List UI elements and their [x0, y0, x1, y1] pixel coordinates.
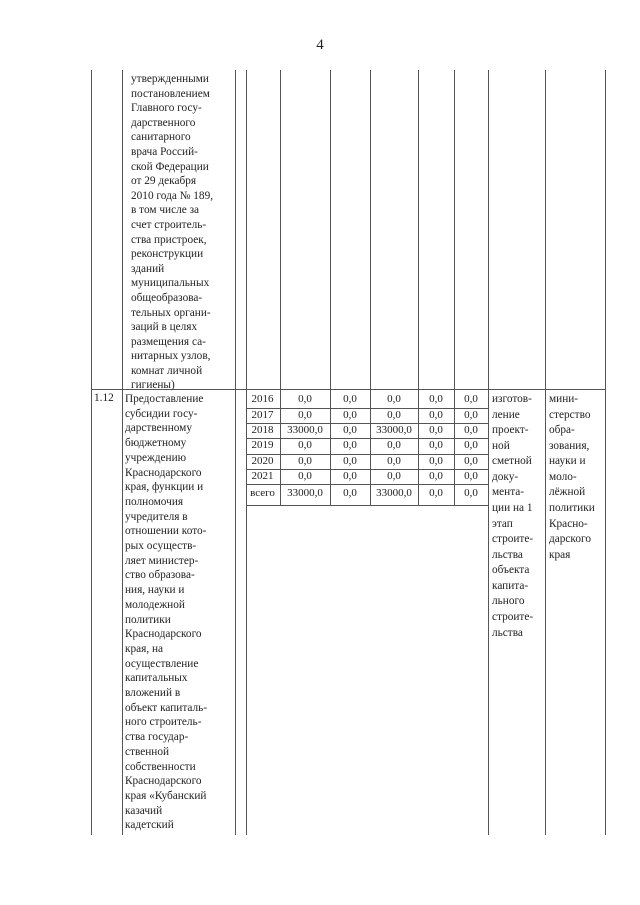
description-line: гигиены) — [131, 379, 175, 391]
description-line: дарственному — [125, 422, 192, 435]
description-line: ства пристроек, — [131, 233, 207, 246]
value-cell: 0,0 — [429, 470, 443, 482]
value-cell: 0,0 — [464, 393, 478, 405]
description-line: Краснодарского — [125, 466, 202, 479]
description-line: ственной — [125, 745, 170, 758]
value-cell: 0,0 — [343, 470, 357, 482]
description-line: субсидии госу- — [125, 407, 198, 420]
description-line: ляет министер- — [125, 554, 199, 567]
description-line: дарственного — [131, 116, 196, 129]
description-line: зданий — [131, 262, 165, 275]
description-line: размещения са- — [131, 335, 206, 348]
description-line: комнат личной — [131, 365, 203, 377]
value-cell: 0,0 — [298, 439, 312, 451]
result-line: капита- — [492, 580, 529, 592]
description-line: врача Россий- — [131, 146, 198, 158]
executor-line: лёжной — [549, 486, 586, 498]
value-cell: 0,0 — [343, 487, 357, 499]
result-line: ление — [492, 409, 520, 421]
year-cell: 2020 — [251, 455, 274, 467]
description-line: Краснодарского — [125, 628, 202, 641]
description-line: осуществление — [125, 657, 199, 670]
value-cell: 0,0 — [429, 424, 443, 436]
description-line: края, функции и — [125, 481, 204, 494]
value-cell: 33000,0 — [376, 487, 412, 499]
year-cell: всего — [250, 487, 275, 499]
description-line: счет строитель- — [131, 219, 207, 231]
result-line: мента- — [492, 486, 525, 498]
description-line: муниципальных — [131, 277, 210, 290]
description-line: объект капиталь- — [125, 701, 208, 714]
executor-line: зования, — [549, 440, 590, 452]
item-number: 1.12 — [94, 392, 114, 404]
result-line: строите- — [492, 533, 534, 545]
result-line: изготов- — [492, 393, 532, 405]
value-cell: 0,0 — [464, 487, 478, 499]
description-line: утвержденными — [131, 73, 209, 85]
description-line: Краснодарского — [125, 775, 202, 788]
executor-line: края — [549, 549, 571, 561]
description-line: Главного госу- — [131, 102, 202, 115]
value-cell: 0,0 — [387, 439, 401, 451]
value-cell: 0,0 — [298, 455, 312, 467]
value-cell: 0,0 — [429, 439, 443, 451]
result-line: строите- — [492, 611, 534, 623]
executor-line: Красно- — [549, 518, 588, 530]
value-cell: 0,0 — [429, 455, 443, 467]
description-line: ства государ- — [125, 731, 189, 744]
executor-line: мини- — [549, 393, 579, 405]
description-line: казачий — [125, 804, 163, 817]
value-cell: 0,0 — [343, 393, 357, 405]
value-cell: 0,0 — [464, 439, 478, 451]
description-line: в том числе за — [131, 204, 200, 217]
year-cell: 2018 — [251, 424, 274, 436]
value-cell: 0,0 — [387, 455, 401, 467]
description-line: политики — [125, 613, 171, 626]
value-cell: 0,0 — [464, 409, 478, 421]
executor-line: стерство — [549, 409, 591, 421]
value-cell: 0,0 — [343, 409, 357, 421]
year-cell: 2021 — [251, 470, 274, 482]
executor-line: моло- — [549, 471, 577, 483]
description-line: учредителя в — [125, 510, 188, 523]
description-line: ство образова- — [125, 569, 195, 582]
value-cell: 0,0 — [343, 439, 357, 451]
description-line: санитарного — [131, 131, 191, 144]
year-cell: 2019 — [251, 439, 274, 451]
value-cell: 0,0 — [343, 455, 357, 467]
value-cell: 0,0 — [464, 424, 478, 436]
description-line: капитальных — [125, 672, 188, 685]
value-cell: 0,0 — [298, 470, 312, 482]
executor-line: обра- — [549, 424, 575, 436]
value-cell: 0,0 — [464, 470, 478, 482]
description-line: края «Кубанский — [125, 789, 207, 802]
description-line: от 29 декабря — [131, 175, 197, 188]
result-line: доку- — [492, 471, 519, 483]
description-line: молодежной — [125, 598, 185, 611]
value-cell: 0,0 — [298, 393, 312, 405]
description-line: реконструкции — [131, 248, 204, 261]
description-line: заций в целях — [131, 321, 198, 334]
executor-line: политики — [549, 502, 595, 514]
result-line: льного — [492, 595, 525, 607]
executor-line: дарского — [549, 533, 591, 545]
description-line: края, на — [125, 642, 164, 655]
description-line: тельных органи- — [131, 306, 211, 319]
description-line: общеобразова- — [131, 292, 203, 304]
value-cell: 0,0 — [429, 393, 443, 405]
result-line: льства — [492, 627, 523, 639]
description-line: Предоставление — [125, 393, 204, 405]
value-cell: 0,0 — [464, 455, 478, 467]
value-cell: 0,0 — [387, 393, 401, 405]
description-line: постановлением — [131, 87, 210, 100]
description-line: собственности — [125, 760, 196, 773]
value-cell: 33000,0 — [376, 424, 412, 436]
description-line: ного строитель- — [125, 716, 202, 729]
value-cell: 0,0 — [429, 409, 443, 421]
value-cell: 33000,0 — [287, 424, 323, 436]
description-line: нитарных узлов, — [131, 350, 211, 363]
description-line: рых осуществ- — [125, 540, 197, 552]
description-line: отношении кото- — [125, 525, 207, 538]
result-line: проект- — [492, 424, 529, 436]
result-line: ной — [492, 440, 510, 452]
description-line: вложений в — [125, 687, 181, 699]
value-cell: 0,0 — [343, 424, 357, 436]
description-line: кадетский — [125, 819, 174, 832]
value-cell: 0,0 — [429, 487, 443, 499]
result-line: объекта — [492, 564, 530, 576]
page-number: 4 — [316, 37, 324, 53]
year-cell: 2017 — [251, 409, 274, 421]
description-line: ния, науки и — [125, 584, 185, 597]
description-line: полномочия — [125, 495, 184, 508]
result-line: этап — [492, 518, 513, 530]
value-cell: 33000,0 — [287, 487, 323, 499]
result-line: льства — [492, 549, 523, 561]
value-cell: 0,0 — [387, 409, 401, 421]
result-line: сметной — [492, 455, 532, 467]
result-line: ции на 1 — [492, 502, 533, 514]
value-cell: 0,0 — [298, 409, 312, 421]
value-cell: 0,0 — [387, 470, 401, 482]
description-line: бюджетному — [125, 437, 187, 450]
year-cell: 2016 — [251, 393, 274, 405]
description-line: учреждению — [125, 451, 187, 464]
description-line: ской Федерации — [131, 160, 209, 173]
executor-line: науки и — [549, 455, 586, 467]
description-line: 2010 года № 189, — [131, 189, 214, 202]
